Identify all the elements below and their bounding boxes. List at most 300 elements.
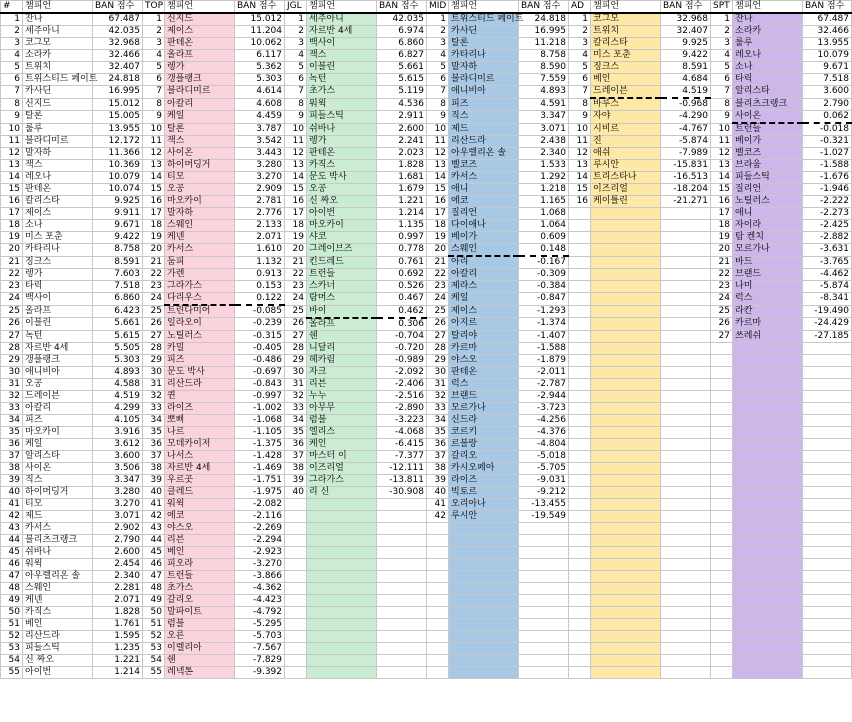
ad-champion-cell[interactable] [591, 450, 661, 462]
spt-idx-cell[interactable]: 21 [711, 256, 733, 269]
jgl-champion-cell[interactable]: 신 짜오 [307, 196, 377, 208]
jgl-champion-cell[interactable] [307, 534, 377, 546]
top-champion-cell[interactable]: 뽀삐 [165, 414, 235, 426]
jgl-ban-score-cell[interactable] [377, 546, 427, 558]
spt-ban-score-cell[interactable]: 7.518 [803, 74, 852, 86]
mid-idx-cell[interactable]: 29 [427, 354, 449, 366]
jgl-ban-score-cell[interactable]: -2.890 [377, 402, 427, 414]
ad-champion-cell[interactable] [591, 305, 661, 318]
spt-champion-cell[interactable] [733, 342, 803, 354]
ad-ban-score-cell[interactable] [661, 522, 711, 534]
spt-idx-cell[interactable]: 22 [711, 269, 733, 281]
overall-idx-cell[interactable]: 6 [1, 74, 23, 86]
jgl-ban-score-cell[interactable]: 0.761 [377, 256, 427, 269]
jgl-champion-cell[interactable]: 바이 [307, 305, 377, 318]
jgl-champion-cell[interactable]: 그라가스 [307, 474, 377, 486]
top-champion-cell[interactable]: 자르반 4세 [165, 462, 235, 474]
header-champion[interactable]: 챔피언 [23, 1, 93, 14]
spt-champion-cell[interactable] [733, 654, 803, 666]
ad-ban-score-cell[interactable] [661, 510, 711, 522]
top-champion-cell[interactable]: 쉔 [165, 654, 235, 666]
spt-idx-cell[interactable] [711, 354, 733, 366]
overall-idx-cell[interactable]: 18 [1, 220, 23, 232]
spt-ban-score-cell[interactable]: -1.588 [803, 160, 852, 172]
top-champion-cell[interactable]: 초가스 [165, 582, 235, 594]
jgl-ban-score-cell[interactable]: 1.679 [377, 184, 427, 196]
overall-champion-cell[interactable]: 쉬바나 [23, 546, 93, 558]
jgl-champion-cell[interactable] [307, 522, 377, 534]
spt-idx-cell[interactable] [711, 498, 733, 510]
jgl-idx-cell[interactable] [285, 510, 307, 522]
top-champion-cell[interactable]: 오른 [165, 630, 235, 642]
mid-ban-score-cell[interactable]: -4.804 [519, 438, 569, 450]
overall-idx-cell[interactable]: 29 [1, 354, 23, 366]
top-ban-score-cell[interactable]: 3.443 [235, 148, 285, 160]
mid-champion-cell[interactable]: 루시안 [449, 510, 519, 522]
ad-champion-cell[interactable] [591, 244, 661, 257]
mid-ban-score-cell[interactable]: -1.374 [519, 318, 569, 331]
ad-idx-cell[interactable] [569, 293, 591, 306]
spt-idx-cell[interactable] [711, 654, 733, 666]
overall-champion-cell[interactable]: 제드 [23, 510, 93, 522]
header-index[interactable]: # [1, 1, 23, 14]
jgl-ban-score-cell[interactable]: -0.989 [377, 354, 427, 366]
jgl-idx-cell[interactable]: 37 [285, 450, 307, 462]
top-ban-score-cell[interactable]: -1.105 [235, 426, 285, 438]
jgl-idx-cell[interactable]: 27 [285, 330, 307, 342]
spt-idx-cell[interactable] [711, 666, 733, 678]
jgl-idx-cell[interactable]: 7 [285, 86, 307, 99]
ad-champion-cell[interactable] [591, 330, 661, 342]
ad-idx-cell[interactable] [569, 305, 591, 318]
ad-ban-score-cell[interactable] [661, 606, 711, 618]
ad-ban-score-cell[interactable] [661, 402, 711, 414]
jgl-ban-score-cell[interactable]: -0.704 [377, 330, 427, 342]
jgl-ban-score-cell[interactable] [377, 498, 427, 510]
jgl-champion-cell[interactable]: 스카너 [307, 281, 377, 293]
overall-idx-cell[interactable]: 49 [1, 594, 23, 606]
spt-champion-cell[interactable] [733, 594, 803, 606]
mid-ban-score-cell[interactable]: -0.847 [519, 293, 569, 306]
top-ban-score-cell[interactable]: 2.776 [235, 208, 285, 220]
jgl-champion-cell[interactable]: 리 신 [307, 486, 377, 498]
ad-champion-cell[interactable] [591, 630, 661, 642]
overall-idx-cell[interactable]: 25 [1, 305, 23, 318]
mid-champion-cell[interactable]: 르블랑 [449, 438, 519, 450]
mid-idx-cell[interactable]: 7 [427, 86, 449, 99]
ad-ban-score-cell[interactable] [661, 390, 711, 402]
overall-idx-cell[interactable]: 10 [1, 123, 23, 136]
ad-idx-cell[interactable]: 6 [569, 74, 591, 86]
jgl-ban-score-cell[interactable]: 2.600 [377, 123, 427, 136]
top-idx-cell[interactable]: 32 [143, 390, 165, 402]
mid-idx-cell[interactable]: 16 [427, 196, 449, 208]
top-idx-cell[interactable]: 37 [143, 450, 165, 462]
overall-ban-score-cell[interactable]: 2.600 [93, 546, 143, 558]
top-champion-cell[interactable]: 야스오 [165, 522, 235, 534]
spt-champion-cell[interactable] [733, 666, 803, 678]
ad-ban-score-cell[interactable]: -4.290 [661, 111, 711, 124]
mid-idx-cell[interactable]: 21 [427, 256, 449, 269]
ad-champion-cell[interactable] [591, 414, 661, 426]
mid-ban-score-cell[interactable]: 1.068 [519, 208, 569, 220]
mid-ban-score-cell[interactable]: -13.455 [519, 498, 569, 510]
overall-ban-score-cell[interactable]: 32.968 [93, 38, 143, 50]
top-idx-cell[interactable]: 4 [143, 50, 165, 62]
overall-ban-score-cell[interactable]: 10.079 [93, 172, 143, 184]
mid-champion-cell[interactable]: 아지르 [449, 318, 519, 331]
top-champion-cell[interactable]: 다리우스 [165, 293, 235, 306]
spt-champion-cell[interactable] [733, 570, 803, 582]
ad-champion-cell[interactable]: 시비르 [591, 123, 661, 136]
overall-ban-score-cell[interactable]: 10.369 [93, 160, 143, 172]
mid-ban-score-cell[interactable] [519, 594, 569, 606]
mid-idx-cell[interactable]: 13 [427, 160, 449, 172]
overall-idx-cell[interactable]: 8 [1, 98, 23, 111]
spt-ban-score-cell[interactable]: -2.222 [803, 196, 852, 208]
mid-champion-cell[interactable] [449, 594, 519, 606]
ad-ban-score-cell[interactable] [661, 582, 711, 594]
ad-champion-cell[interactable] [591, 606, 661, 618]
mid-champion-cell[interactable]: 질리언 [449, 208, 519, 220]
jgl-idx-cell[interactable]: 22 [285, 269, 307, 281]
jgl-ban-score-cell[interactable]: 5.615 [377, 74, 427, 86]
mid-ban-score-cell[interactable]: 24.818 [519, 13, 569, 26]
overall-champion-cell[interactable]: 블리츠크랭크 [23, 534, 93, 546]
spt-idx-cell[interactable] [711, 630, 733, 642]
overall-ban-score-cell[interactable]: 1.828 [93, 606, 143, 618]
overall-idx-cell[interactable]: 19 [1, 232, 23, 244]
overall-champion-cell[interactable]: 잭스 [23, 160, 93, 172]
ad-champion-cell[interactable] [591, 220, 661, 232]
overall-champion-cell[interactable]: 알리스타 [23, 450, 93, 462]
jgl-champion-cell[interactable]: 샤코 [307, 232, 377, 244]
jgl-idx-cell[interactable]: 11 [285, 136, 307, 148]
top-ban-score-cell[interactable]: 10.062 [235, 38, 285, 50]
spt-ban-score-cell[interactable] [803, 630, 852, 642]
mid-ban-score-cell[interactable]: 11.218 [519, 38, 569, 50]
top-idx-cell[interactable]: 18 [143, 220, 165, 232]
top-ban-score-cell[interactable]: -2.294 [235, 534, 285, 546]
mid-ban-score-cell[interactable]: -2.787 [519, 378, 569, 390]
overall-champion-cell[interactable]: 룰루 [23, 123, 93, 136]
mid-ban-score-cell[interactable]: 3.071 [519, 123, 569, 136]
overall-ban-score-cell[interactable]: 24.818 [93, 74, 143, 86]
top-ban-score-cell[interactable]: 4.608 [235, 98, 285, 111]
mid-champion-cell[interactable]: 카사딘 [449, 26, 519, 38]
jgl-ban-score-cell[interactable]: 6.860 [377, 38, 427, 50]
mid-champion-cell[interactable] [449, 666, 519, 678]
ad-ban-score-cell[interactable] [661, 642, 711, 654]
overall-champion-cell[interactable]: 드레이븐 [23, 390, 93, 402]
jgl-champion-cell[interactable]: 올라프 [307, 318, 377, 331]
mid-ban-score-cell[interactable]: -5.018 [519, 450, 569, 462]
jgl-ban-score-cell[interactable]: 0.462 [377, 305, 427, 318]
overall-champion-cell[interactable]: 징크스 [23, 256, 93, 269]
ad-champion-cell[interactable] [591, 281, 661, 293]
spt-ban-score-cell[interactable]: -5.874 [803, 281, 852, 293]
spt-idx-cell[interactable]: 16 [711, 196, 733, 208]
top-ban-score-cell[interactable]: -0.697 [235, 366, 285, 378]
overall-ban-score-cell[interactable]: 4.519 [93, 390, 143, 402]
mid-ban-score-cell[interactable]: 1.292 [519, 172, 569, 184]
jgl-idx-cell[interactable]: 14 [285, 172, 307, 184]
spt-idx-cell[interactable]: 25 [711, 305, 733, 318]
overall-champion-cell[interactable]: 칼리스타 [23, 196, 93, 208]
spt-ban-score-cell[interactable] [803, 582, 852, 594]
spt-ban-score-cell[interactable] [803, 378, 852, 390]
ad-idx-cell[interactable] [569, 618, 591, 630]
mid-champion-cell[interactable] [449, 654, 519, 666]
jgl-idx-cell[interactable]: 12 [285, 148, 307, 160]
top-champion-cell[interactable]: 하이머딩거 [165, 160, 235, 172]
top-champion-cell[interactable]: 일라오이 [165, 318, 235, 331]
spt-idx-cell[interactable] [711, 414, 733, 426]
jgl-idx-cell[interactable]: 1 [285, 13, 307, 26]
mid-ban-score-cell[interactable] [519, 606, 569, 618]
ad-champion-cell[interactable] [591, 618, 661, 630]
header-ban-score[interactable]: BAN 점수 [803, 1, 852, 14]
mid-ban-score-cell[interactable]: 1.533 [519, 160, 569, 172]
jgl-idx-cell[interactable] [285, 654, 307, 666]
mid-ban-score-cell[interactable]: -1.407 [519, 330, 569, 342]
top-idx-cell[interactable]: 45 [143, 546, 165, 558]
ad-champion-cell[interactable]: 드레이븐 [591, 86, 661, 99]
jgl-idx-cell[interactable]: 25 [285, 305, 307, 318]
jgl-champion-cell[interactable] [307, 654, 377, 666]
jgl-idx-cell[interactable]: 31 [285, 378, 307, 390]
spt-ban-score-cell[interactable]: -1.676 [803, 172, 852, 184]
ad-ban-score-cell[interactable] [661, 486, 711, 498]
mid-champion-cell[interactable]: 야스오 [449, 354, 519, 366]
mid-ban-score-cell[interactable] [519, 534, 569, 546]
overall-champion-cell[interactable]: 사이온 [23, 462, 93, 474]
jgl-ban-score-cell[interactable] [377, 558, 427, 570]
top-champion-cell[interactable]: 잭스 [165, 136, 235, 148]
overall-idx-cell[interactable]: 14 [1, 172, 23, 184]
spt-champion-cell[interactable]: 레오나 [733, 50, 803, 62]
top-champion-cell[interactable]: 트런들 [165, 570, 235, 582]
top-champion-cell[interactable]: 신지드 [165, 13, 235, 26]
jgl-champion-cell[interactable] [307, 546, 377, 558]
jgl-champion-cell[interactable]: 마스터 이 [307, 450, 377, 462]
ad-ban-score-cell[interactable] [661, 330, 711, 342]
jgl-champion-cell[interactable] [307, 630, 377, 642]
overall-champion-cell[interactable]: 신지드 [23, 98, 93, 111]
jgl-champion-cell[interactable]: 케인 [307, 438, 377, 450]
overall-ban-score-cell[interactable]: 5.615 [93, 330, 143, 342]
top-champion-cell[interactable]: 사이온 [165, 148, 235, 160]
mid-ban-score-cell[interactable] [519, 522, 569, 534]
ad-champion-cell[interactable] [591, 462, 661, 474]
jgl-champion-cell[interactable]: 쉬바나 [307, 123, 377, 136]
jgl-ban-score-cell[interactable] [377, 570, 427, 582]
overall-idx-cell[interactable]: 22 [1, 269, 23, 281]
ad-ban-score-cell[interactable]: 8.591 [661, 62, 711, 74]
ad-ban-score-cell[interactable]: -16.513 [661, 172, 711, 184]
jgl-champion-cell[interactable]: 워윅 [307, 98, 377, 111]
overall-idx-cell[interactable]: 51 [1, 618, 23, 630]
top-champion-cell[interactable]: 티모 [165, 172, 235, 184]
mid-idx-cell[interactable]: 31 [427, 378, 449, 390]
mid-champion-cell[interactable]: 브랜드 [449, 390, 519, 402]
top-champion-cell[interactable]: 라이즈 [165, 402, 235, 414]
top-ban-score-cell[interactable]: -0.843 [235, 378, 285, 390]
ad-idx-cell[interactable] [569, 438, 591, 450]
overall-champion-cell[interactable]: 카서스 [23, 522, 93, 534]
top-ban-score-cell[interactable]: -2.082 [235, 498, 285, 510]
top-idx-cell[interactable]: 10 [143, 123, 165, 136]
jgl-ban-score-cell[interactable]: 0.306 [377, 318, 427, 331]
overall-idx-cell[interactable]: 1 [1, 13, 23, 26]
ad-champion-cell[interactable] [591, 654, 661, 666]
top-ban-score-cell[interactable]: -1.002 [235, 402, 285, 414]
overall-idx-cell[interactable]: 23 [1, 281, 23, 293]
jgl-champion-cell[interactable]: 마오카이 [307, 220, 377, 232]
spt-ban-score-cell[interactable] [803, 366, 852, 378]
spt-champion-cell[interactable]: 브라움 [733, 160, 803, 172]
mid-champion-cell[interactable]: 갈리오 [449, 450, 519, 462]
ad-idx-cell[interactable]: 3 [569, 38, 591, 50]
overall-ban-score-cell[interactable]: 3.600 [93, 450, 143, 462]
overall-idx-cell[interactable]: 39 [1, 474, 23, 486]
overall-idx-cell[interactable]: 55 [1, 666, 23, 678]
spt-champion-cell[interactable] [733, 390, 803, 402]
mid-idx-cell[interactable]: 6 [427, 74, 449, 86]
jgl-idx-cell[interactable]: 30 [285, 366, 307, 378]
ad-champion-cell[interactable]: 코그모 [591, 13, 661, 26]
ad-champion-cell[interactable] [591, 354, 661, 366]
header-champion[interactable]: 챔피언 [165, 1, 235, 14]
spt-ban-score-cell[interactable]: 13.955 [803, 38, 852, 50]
spt-idx-cell[interactable] [711, 522, 733, 534]
overall-idx-cell[interactable]: 43 [1, 522, 23, 534]
mid-champion-cell[interactable]: 빅토르 [449, 486, 519, 498]
spt-champion-cell[interactable] [733, 438, 803, 450]
spt-ban-score-cell[interactable]: -3.631 [803, 244, 852, 257]
spt-champion-cell[interactable]: 모르가나 [733, 244, 803, 257]
ad-idx-cell[interactable] [569, 498, 591, 510]
mid-champion-cell[interactable]: 피즈 [449, 98, 519, 111]
jgl-ban-score-cell[interactable]: 2.241 [377, 136, 427, 148]
overall-ban-score-cell[interactable]: 15.012 [93, 98, 143, 111]
spt-ban-score-cell[interactable]: -2.425 [803, 220, 852, 232]
overall-ban-score-cell[interactable]: 8.591 [93, 256, 143, 269]
top-champion-cell[interactable]: 이렐리아 [165, 642, 235, 654]
overall-champion-cell[interactable]: 티모 [23, 498, 93, 510]
mid-idx-cell[interactable] [427, 534, 449, 546]
spt-champion-cell[interactable]: 베이가 [733, 136, 803, 148]
spt-champion-cell[interactable]: 피들스틱 [733, 172, 803, 184]
mid-ban-score-cell[interactable] [519, 666, 569, 678]
spt-ban-score-cell[interactable] [803, 474, 852, 486]
spt-champion-cell[interactable] [733, 486, 803, 498]
mid-idx-cell[interactable]: 23 [427, 281, 449, 293]
spt-ban-score-cell[interactable] [803, 450, 852, 462]
ad-ban-score-cell[interactable] [661, 474, 711, 486]
overall-champion-cell[interactable]: 신 짜오 [23, 654, 93, 666]
top-ban-score-cell[interactable]: 15.012 [235, 13, 285, 26]
spt-idx-cell[interactable]: 6 [711, 74, 733, 86]
jgl-ban-score-cell[interactable] [377, 630, 427, 642]
top-champion-cell[interactable]: 문도 박사 [165, 366, 235, 378]
top-ban-score-cell[interactable]: -3.270 [235, 558, 285, 570]
top-champion-cell[interactable]: 말파이트 [165, 606, 235, 618]
spt-champion-cell[interactable] [733, 630, 803, 642]
ad-idx-cell[interactable] [569, 606, 591, 618]
ad-champion-cell[interactable] [591, 558, 661, 570]
ad-idx-cell[interactable] [569, 510, 591, 522]
mid-ban-score-cell[interactable] [519, 618, 569, 630]
ad-idx-cell[interactable] [569, 281, 591, 293]
jgl-ban-score-cell[interactable] [377, 618, 427, 630]
ad-ban-score-cell[interactable] [661, 281, 711, 293]
header-spt[interactable]: SPT [711, 1, 733, 14]
jgl-ban-score-cell[interactable]: 5.119 [377, 86, 427, 99]
jgl-idx-cell[interactable]: 4 [285, 50, 307, 62]
ad-idx-cell[interactable] [569, 630, 591, 642]
top-champion-cell[interactable]: 나서스 [165, 450, 235, 462]
top-champion-cell[interactable]: 탈론 [165, 123, 235, 136]
spt-ban-score-cell[interactable] [803, 546, 852, 558]
jgl-ban-score-cell[interactable]: -7.377 [377, 450, 427, 462]
overall-ban-score-cell[interactable]: 5.661 [93, 318, 143, 331]
spt-idx-cell[interactable]: 5 [711, 62, 733, 74]
spt-ban-score-cell[interactable] [803, 606, 852, 618]
mid-champion-cell[interactable]: 탈론 [449, 38, 519, 50]
top-idx-cell[interactable]: 25 [143, 305, 165, 318]
spt-ban-score-cell[interactable]: -2.273 [803, 208, 852, 220]
mid-idx-cell[interactable] [427, 630, 449, 642]
overall-champion-cell[interactable]: 워윅 [23, 558, 93, 570]
ad-champion-cell[interactable] [591, 510, 661, 522]
jgl-champion-cell[interactable] [307, 666, 377, 678]
jgl-ban-score-cell[interactable]: 1.828 [377, 160, 427, 172]
mid-ban-score-cell[interactable] [519, 546, 569, 558]
mid-champion-cell[interactable]: 신드라 [449, 414, 519, 426]
ad-ban-score-cell[interactable] [661, 546, 711, 558]
mid-champion-cell[interactable]: 블라디미르 [449, 74, 519, 86]
jgl-idx-cell[interactable] [285, 642, 307, 654]
top-idx-cell[interactable]: 34 [143, 414, 165, 426]
spt-idx-cell[interactable]: 23 [711, 281, 733, 293]
mid-champion-cell[interactable]: 제라스 [449, 281, 519, 293]
top-idx-cell[interactable]: 30 [143, 366, 165, 378]
spt-champion-cell[interactable] [733, 606, 803, 618]
mid-champion-cell[interactable]: 스웨인 [449, 244, 519, 257]
mid-ban-score-cell[interactable]: -1.293 [519, 305, 569, 318]
ad-champion-cell[interactable] [591, 498, 661, 510]
jgl-champion-cell[interactable] [307, 558, 377, 570]
top-ban-score-cell[interactable]: 0.913 [235, 269, 285, 281]
jgl-idx-cell[interactable]: 35 [285, 426, 307, 438]
overall-ban-score-cell[interactable]: 9.925 [93, 196, 143, 208]
ad-idx-cell[interactable] [569, 546, 591, 558]
spt-idx-cell[interactable] [711, 582, 733, 594]
mid-champion-cell[interactable]: 라이즈 [449, 474, 519, 486]
mid-champion-cell[interactable]: 리산드라 [449, 136, 519, 148]
mid-idx-cell[interactable]: 12 [427, 148, 449, 160]
spt-ban-score-cell[interactable] [803, 618, 852, 630]
jgl-idx-cell[interactable]: 23 [285, 281, 307, 293]
header-champion[interactable]: 챔피언 [307, 1, 377, 14]
ad-ban-score-cell[interactable] [661, 293, 711, 306]
jgl-ban-score-cell[interactable] [377, 522, 427, 534]
mid-champion-cell[interactable]: 애니 [449, 184, 519, 196]
spt-idx-cell[interactable]: 2 [711, 26, 733, 38]
top-champion-cell[interactable]: 올라프 [165, 50, 235, 62]
spt-champion-cell[interactable]: 애니 [733, 208, 803, 220]
